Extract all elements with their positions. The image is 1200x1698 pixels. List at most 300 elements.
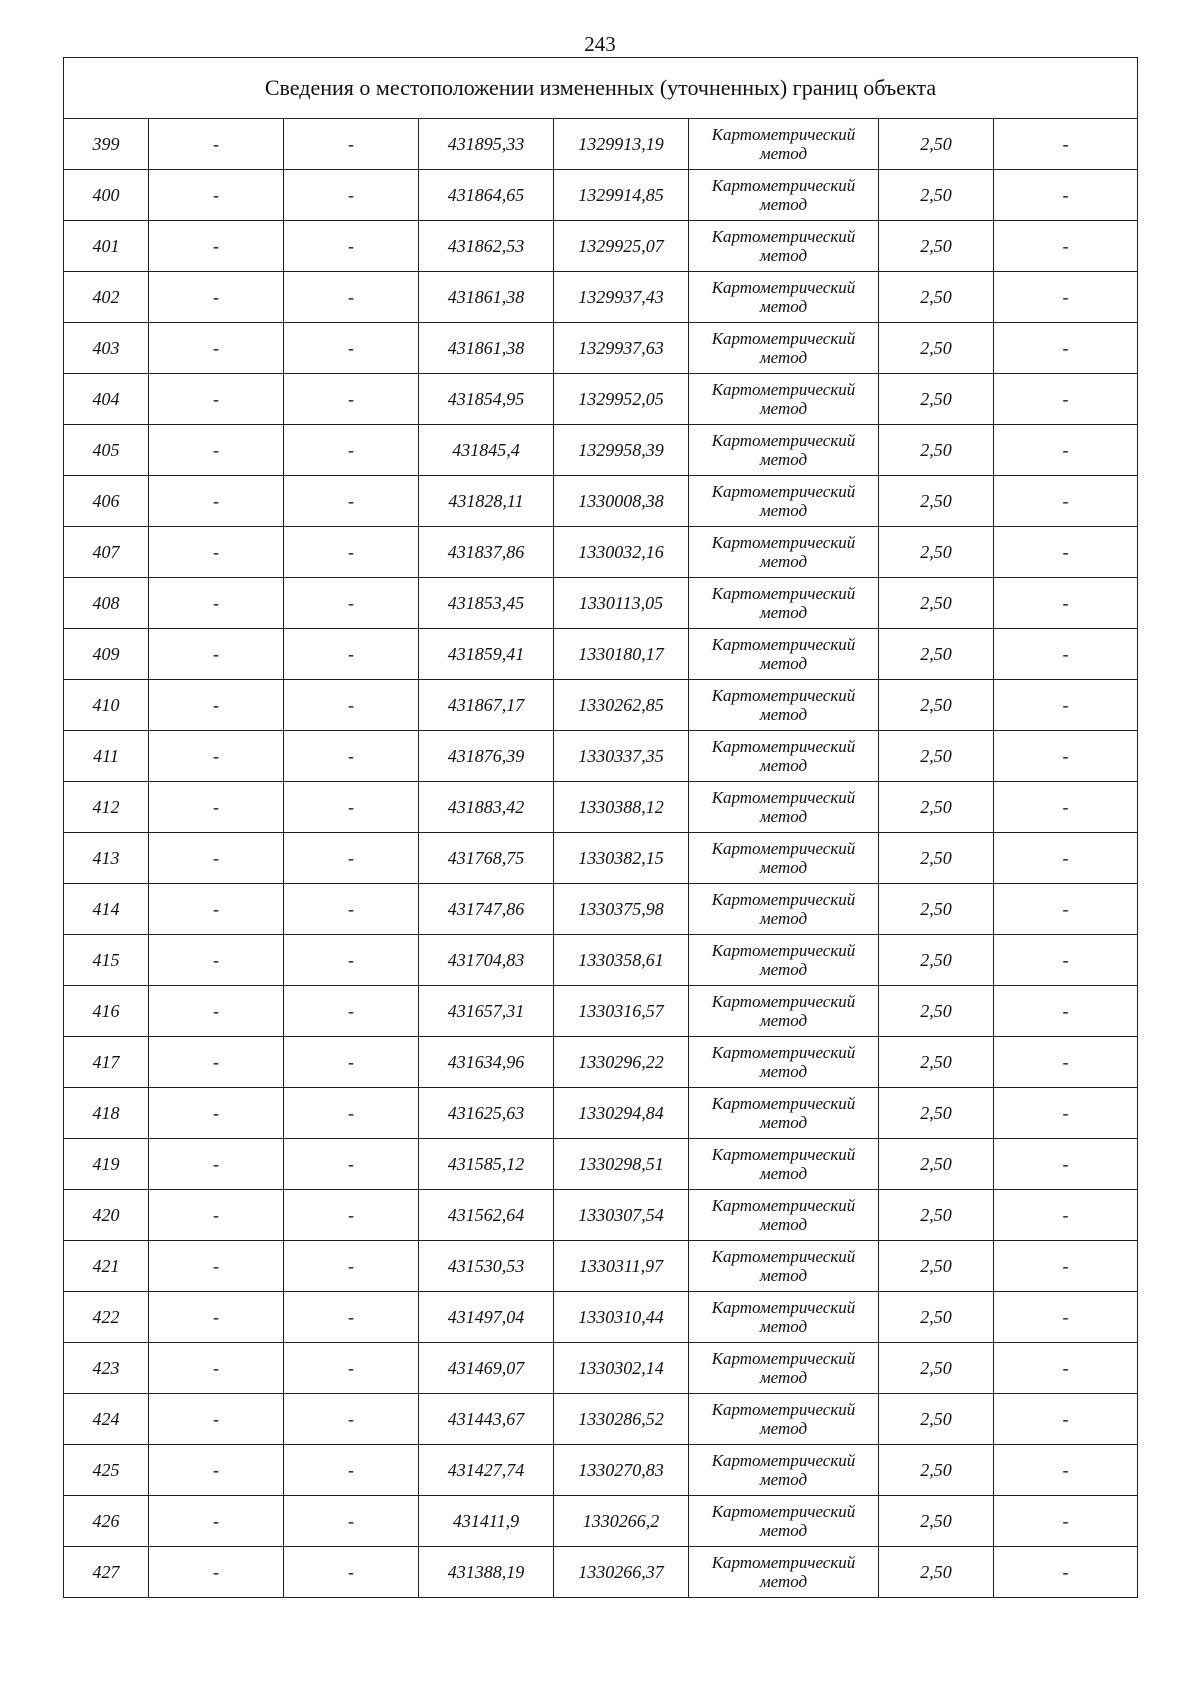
y-coordinate-cell: 1330358,61 xyxy=(554,935,689,986)
method-line1: Картометрический xyxy=(711,1553,856,1572)
y-coordinate-cell: 1330294,84 xyxy=(554,1088,689,1139)
method-cell xyxy=(689,1037,879,1088)
empty-cell: - xyxy=(149,1394,284,1445)
table-row xyxy=(64,629,1138,680)
y-coordinate-cell: 1330113,05 xyxy=(554,578,689,629)
method-cell xyxy=(689,680,879,731)
method-line1: Картометрический xyxy=(711,737,856,756)
empty-cell: - xyxy=(149,374,284,425)
method-cell xyxy=(689,425,879,476)
method-line1: Картометрический xyxy=(711,482,856,501)
table-row xyxy=(64,221,1138,272)
point-number-cell: 423 xyxy=(64,1343,149,1394)
table-row xyxy=(64,1445,1138,1496)
empty-cell: - xyxy=(149,884,284,935)
accuracy-cell: 2,50 xyxy=(879,221,994,272)
empty-cell: - xyxy=(149,731,284,782)
x-coordinate-cell: 431828,11 xyxy=(419,476,554,527)
method-cell xyxy=(689,527,879,578)
table-row xyxy=(64,1139,1138,1190)
table-row xyxy=(64,1037,1138,1088)
table-row xyxy=(64,425,1138,476)
point-number-cell: 401 xyxy=(64,221,149,272)
empty-cell: - xyxy=(149,1496,284,1547)
empty-cell: - xyxy=(284,782,419,833)
empty-cell: - xyxy=(284,629,419,680)
method-line2: метод xyxy=(759,1317,808,1336)
empty-cell: - xyxy=(284,833,419,884)
accuracy-cell: 2,50 xyxy=(879,1343,994,1394)
empty-cell: - xyxy=(149,680,284,731)
y-coordinate-cell: 1329925,07 xyxy=(554,221,689,272)
empty-cell: - xyxy=(149,1343,284,1394)
method-line2: метод xyxy=(759,909,808,928)
method-line2: метод xyxy=(759,1521,808,1540)
accuracy-cell: 2,50 xyxy=(879,1292,994,1343)
table-row xyxy=(64,1292,1138,1343)
method-line2: метод xyxy=(759,756,808,775)
y-coordinate-cell: 1330311,97 xyxy=(554,1241,689,1292)
point-number-cell: 415 xyxy=(64,935,149,986)
point-number-cell: 409 xyxy=(64,629,149,680)
table-row xyxy=(64,578,1138,629)
empty-cell: - xyxy=(149,476,284,527)
method-line1: Картометрический xyxy=(711,992,856,1011)
empty-cell: - xyxy=(149,833,284,884)
method-cell xyxy=(689,272,879,323)
empty-cell: - xyxy=(994,374,1138,425)
x-coordinate-cell: 431562,64 xyxy=(419,1190,554,1241)
x-coordinate-cell: 431469,07 xyxy=(419,1343,554,1394)
point-number-cell: 404 xyxy=(64,374,149,425)
method-line1: Картометрический xyxy=(711,1400,856,1419)
empty-cell: - xyxy=(994,221,1138,272)
empty-cell: - xyxy=(994,578,1138,629)
method-line1: Картометрический xyxy=(711,278,856,297)
table-row xyxy=(64,272,1138,323)
point-number-cell: 417 xyxy=(64,1037,149,1088)
accuracy-cell: 2,50 xyxy=(879,323,994,374)
empty-cell: - xyxy=(994,1037,1138,1088)
method-line2: метод xyxy=(759,501,808,520)
empty-cell: - xyxy=(149,1241,284,1292)
table-row xyxy=(64,1088,1138,1139)
method-cell xyxy=(689,1445,879,1496)
y-coordinate-cell: 1330180,17 xyxy=(554,629,689,680)
empty-cell: - xyxy=(149,935,284,986)
y-coordinate-cell: 1330008,38 xyxy=(554,476,689,527)
point-number-cell: 412 xyxy=(64,782,149,833)
x-coordinate-cell: 431388,19 xyxy=(419,1547,554,1598)
method-line1: Картометрический xyxy=(711,890,856,909)
method-cell xyxy=(689,782,879,833)
table-row xyxy=(64,935,1138,986)
empty-cell: - xyxy=(994,629,1138,680)
x-coordinate-cell: 431747,86 xyxy=(419,884,554,935)
point-number-cell: 416 xyxy=(64,986,149,1037)
empty-cell: - xyxy=(284,476,419,527)
method-line2: метод xyxy=(759,552,808,571)
accuracy-cell: 2,50 xyxy=(879,119,994,170)
empty-cell: - xyxy=(284,1445,419,1496)
x-coordinate-cell: 431443,67 xyxy=(419,1394,554,1445)
empty-cell: - xyxy=(149,986,284,1037)
point-number-cell: 402 xyxy=(64,272,149,323)
empty-cell: - xyxy=(284,170,419,221)
empty-cell: - xyxy=(994,680,1138,731)
method-line1: Картометрический xyxy=(711,1247,856,1266)
point-number-cell: 400 xyxy=(64,170,149,221)
y-coordinate-cell: 1330266,2 xyxy=(554,1496,689,1547)
accuracy-cell: 2,50 xyxy=(879,986,994,1037)
table-row xyxy=(64,1547,1138,1598)
method-cell xyxy=(689,476,879,527)
method-line1: Картометрический xyxy=(711,1502,856,1521)
empty-cell: - xyxy=(284,578,419,629)
x-coordinate-cell: 431585,12 xyxy=(419,1139,554,1190)
y-coordinate-cell: 1329937,63 xyxy=(554,323,689,374)
table-title: Сведения о местоположении измененных (уточненных) границ объекта xyxy=(64,58,1138,119)
accuracy-cell: 2,50 xyxy=(879,1496,994,1547)
y-coordinate-cell: 1330298,51 xyxy=(554,1139,689,1190)
accuracy-cell: 2,50 xyxy=(879,782,994,833)
y-coordinate-cell: 1330032,16 xyxy=(554,527,689,578)
method-line2: метод xyxy=(759,1215,808,1234)
point-number-cell: 427 xyxy=(64,1547,149,1598)
method-line2: метод xyxy=(759,1164,808,1183)
method-line2: метод xyxy=(759,960,808,979)
point-number-cell: 410 xyxy=(64,680,149,731)
method-line1: Картометрический xyxy=(711,1196,856,1215)
point-number-cell: 425 xyxy=(64,1445,149,1496)
accuracy-cell: 2,50 xyxy=(879,935,994,986)
y-coordinate-cell: 1329914,85 xyxy=(554,170,689,221)
y-coordinate-cell: 1330296,22 xyxy=(554,1037,689,1088)
method-cell xyxy=(689,1394,879,1445)
table-row xyxy=(64,1343,1138,1394)
empty-cell: - xyxy=(994,1292,1138,1343)
method-line2: метод xyxy=(759,144,808,163)
y-coordinate-cell: 1329937,43 xyxy=(554,272,689,323)
method-line2: метод xyxy=(759,1368,808,1387)
empty-cell: - xyxy=(994,1139,1138,1190)
x-coordinate-cell: 431859,41 xyxy=(419,629,554,680)
empty-cell: - xyxy=(149,1547,284,1598)
empty-cell: - xyxy=(149,1037,284,1088)
empty-cell: - xyxy=(994,986,1138,1037)
method-line2: метод xyxy=(759,246,808,265)
x-coordinate-cell: 431411,9 xyxy=(419,1496,554,1547)
point-number-cell: 422 xyxy=(64,1292,149,1343)
method-line1: Картометрический xyxy=(711,431,856,450)
method-line2: метод xyxy=(759,1266,808,1285)
table-row xyxy=(64,323,1138,374)
table-title-row xyxy=(64,58,1138,119)
y-coordinate-cell: 1329913,19 xyxy=(554,119,689,170)
empty-cell: - xyxy=(284,680,419,731)
method-line2: метод xyxy=(759,705,808,724)
method-cell xyxy=(689,170,879,221)
empty-cell: - xyxy=(994,527,1138,578)
table-row xyxy=(64,731,1138,782)
method-cell xyxy=(689,1241,879,1292)
method-line1: Картометрический xyxy=(711,533,856,552)
method-line1: Картометрический xyxy=(711,125,856,144)
empty-cell: - xyxy=(284,374,419,425)
method-line1: Картометрический xyxy=(711,380,856,399)
method-line1: Картометрический xyxy=(711,1145,856,1164)
empty-cell: - xyxy=(994,476,1138,527)
accuracy-cell: 2,50 xyxy=(879,1037,994,1088)
accuracy-cell: 2,50 xyxy=(879,1547,994,1598)
point-number-cell: 403 xyxy=(64,323,149,374)
empty-cell: - xyxy=(994,935,1138,986)
empty-cell: - xyxy=(284,1292,419,1343)
method-cell xyxy=(689,374,879,425)
point-number-cell: 421 xyxy=(64,1241,149,1292)
empty-cell: - xyxy=(284,1241,419,1292)
method-cell xyxy=(689,1547,879,1598)
table-row xyxy=(64,119,1138,170)
empty-cell: - xyxy=(994,1241,1138,1292)
accuracy-cell: 2,50 xyxy=(879,425,994,476)
y-coordinate-cell: 1330375,98 xyxy=(554,884,689,935)
method-line2: метод xyxy=(759,399,808,418)
accuracy-cell: 2,50 xyxy=(879,578,994,629)
empty-cell: - xyxy=(149,221,284,272)
x-coordinate-cell: 431895,33 xyxy=(419,119,554,170)
empty-cell: - xyxy=(284,1343,419,1394)
point-number-cell: 408 xyxy=(64,578,149,629)
method-cell xyxy=(689,1496,879,1547)
method-cell xyxy=(689,1292,879,1343)
table-row xyxy=(64,374,1138,425)
table-row xyxy=(64,680,1138,731)
accuracy-cell: 2,50 xyxy=(879,680,994,731)
y-coordinate-cell: 1330388,12 xyxy=(554,782,689,833)
table-row xyxy=(64,986,1138,1037)
empty-cell: - xyxy=(149,1088,284,1139)
method-line1: Картометрический xyxy=(711,941,856,960)
accuracy-cell: 2,50 xyxy=(879,1190,994,1241)
empty-cell: - xyxy=(149,1139,284,1190)
boundary-coordinates-table xyxy=(63,57,1138,1598)
table-row xyxy=(64,1394,1138,1445)
method-line2: метод xyxy=(759,1419,808,1438)
table-row xyxy=(64,833,1138,884)
y-coordinate-cell: 1330316,57 xyxy=(554,986,689,1037)
x-coordinate-cell: 431862,53 xyxy=(419,221,554,272)
empty-cell: - xyxy=(994,731,1138,782)
method-line2: метод xyxy=(759,654,808,673)
method-line1: Картометрический xyxy=(711,1451,856,1470)
table-row xyxy=(64,884,1138,935)
accuracy-cell: 2,50 xyxy=(879,527,994,578)
method-line1: Картометрический xyxy=(711,1043,856,1062)
page-number: 243 xyxy=(584,32,616,56)
accuracy-cell: 2,50 xyxy=(879,884,994,935)
empty-cell: - xyxy=(994,272,1138,323)
y-coordinate-cell: 1330310,44 xyxy=(554,1292,689,1343)
x-coordinate-cell: 431427,74 xyxy=(419,1445,554,1496)
method-cell xyxy=(689,323,879,374)
empty-cell: - xyxy=(994,1343,1138,1394)
accuracy-cell: 2,50 xyxy=(879,1139,994,1190)
table-row xyxy=(64,170,1138,221)
empty-cell: - xyxy=(994,1190,1138,1241)
empty-cell: - xyxy=(284,1496,419,1547)
method-line2: метод xyxy=(759,858,808,877)
y-coordinate-cell: 1330266,37 xyxy=(554,1547,689,1598)
method-line1: Картометрический xyxy=(711,788,856,807)
accuracy-cell: 2,50 xyxy=(879,1088,994,1139)
empty-cell: - xyxy=(284,272,419,323)
empty-cell: - xyxy=(149,170,284,221)
empty-cell: - xyxy=(284,425,419,476)
accuracy-cell: 2,50 xyxy=(879,1394,994,1445)
empty-cell: - xyxy=(994,833,1138,884)
empty-cell: - xyxy=(284,119,419,170)
x-coordinate-cell: 431625,63 xyxy=(419,1088,554,1139)
empty-cell: - xyxy=(149,1292,284,1343)
y-coordinate-cell: 1330382,15 xyxy=(554,833,689,884)
point-number-cell: 424 xyxy=(64,1394,149,1445)
accuracy-cell: 2,50 xyxy=(879,1445,994,1496)
empty-cell: - xyxy=(149,1445,284,1496)
x-coordinate-cell: 431876,39 xyxy=(419,731,554,782)
empty-cell: - xyxy=(284,884,419,935)
point-number-cell: 407 xyxy=(64,527,149,578)
x-coordinate-cell: 431867,17 xyxy=(419,680,554,731)
point-number-cell: 418 xyxy=(64,1088,149,1139)
method-line2: метод xyxy=(759,1062,808,1081)
empty-cell: - xyxy=(284,1037,419,1088)
empty-cell: - xyxy=(994,884,1138,935)
point-number-cell: 414 xyxy=(64,884,149,935)
empty-cell: - xyxy=(994,782,1138,833)
method-line1: Картометрический xyxy=(711,1349,856,1368)
accuracy-cell: 2,50 xyxy=(879,731,994,782)
y-coordinate-cell: 1330270,83 xyxy=(554,1445,689,1496)
x-coordinate-cell: 431854,95 xyxy=(419,374,554,425)
empty-cell: - xyxy=(149,119,284,170)
method-cell xyxy=(689,884,879,935)
x-coordinate-cell: 431704,83 xyxy=(419,935,554,986)
method-line2: метод xyxy=(759,807,808,826)
empty-cell: - xyxy=(149,782,284,833)
empty-cell: - xyxy=(284,323,419,374)
empty-cell: - xyxy=(284,1139,419,1190)
accuracy-cell: 2,50 xyxy=(879,476,994,527)
method-line2: метод xyxy=(759,1011,808,1030)
empty-cell: - xyxy=(994,1088,1138,1139)
empty-cell: - xyxy=(284,527,419,578)
empty-cell: - xyxy=(149,578,284,629)
x-coordinate-cell: 431657,31 xyxy=(419,986,554,1037)
y-coordinate-cell: 1330302,14 xyxy=(554,1343,689,1394)
y-coordinate-cell: 1330307,54 xyxy=(554,1190,689,1241)
table-row xyxy=(64,476,1138,527)
accuracy-cell: 2,50 xyxy=(879,170,994,221)
point-number-cell: 419 xyxy=(64,1139,149,1190)
x-coordinate-cell: 431634,96 xyxy=(419,1037,554,1088)
accuracy-cell: 2,50 xyxy=(879,374,994,425)
method-line2: метод xyxy=(759,348,808,367)
method-cell xyxy=(689,119,879,170)
method-line1: Картометрический xyxy=(711,1094,856,1113)
accuracy-cell: 2,50 xyxy=(879,1241,994,1292)
method-cell xyxy=(689,986,879,1037)
x-coordinate-cell: 431861,38 xyxy=(419,323,554,374)
empty-cell: - xyxy=(994,1496,1138,1547)
empty-cell: - xyxy=(284,1088,419,1139)
point-number-cell: 413 xyxy=(64,833,149,884)
point-number-cell: 406 xyxy=(64,476,149,527)
y-coordinate-cell: 1330337,35 xyxy=(554,731,689,782)
empty-cell: - xyxy=(149,323,284,374)
y-coordinate-cell: 1330286,52 xyxy=(554,1394,689,1445)
method-line1: Картометрический xyxy=(711,1298,856,1317)
point-number-cell: 405 xyxy=(64,425,149,476)
table-row xyxy=(64,782,1138,833)
method-line2: метод xyxy=(759,297,808,316)
empty-cell: - xyxy=(284,731,419,782)
method-line1: Картометрический xyxy=(711,686,856,705)
x-coordinate-cell: 431861,38 xyxy=(419,272,554,323)
method-cell xyxy=(689,221,879,272)
y-coordinate-cell: 1329958,39 xyxy=(554,425,689,476)
accuracy-cell: 2,50 xyxy=(879,629,994,680)
x-coordinate-cell: 431864,65 xyxy=(419,170,554,221)
method-line2: метод xyxy=(759,195,808,214)
empty-cell: - xyxy=(149,272,284,323)
method-line1: Картометрический xyxy=(711,227,856,246)
accuracy-cell: 2,50 xyxy=(879,272,994,323)
empty-cell: - xyxy=(994,1445,1138,1496)
method-cell xyxy=(689,1139,879,1190)
method-line1: Картометрический xyxy=(711,584,856,603)
x-coordinate-cell: 431497,04 xyxy=(419,1292,554,1343)
table-row xyxy=(64,527,1138,578)
method-cell xyxy=(689,833,879,884)
method-line2: метод xyxy=(759,1113,808,1132)
empty-cell: - xyxy=(149,1190,284,1241)
point-number-cell: 411 xyxy=(64,731,149,782)
empty-cell: - xyxy=(149,527,284,578)
table-row xyxy=(64,1190,1138,1241)
empty-cell: - xyxy=(994,170,1138,221)
method-line1: Картометрический xyxy=(711,329,856,348)
table-row xyxy=(64,1241,1138,1292)
x-coordinate-cell: 431883,42 xyxy=(419,782,554,833)
method-line1: Картометрический xyxy=(711,635,856,654)
empty-cell: - xyxy=(284,221,419,272)
empty-cell: - xyxy=(149,629,284,680)
empty-cell: - xyxy=(284,935,419,986)
empty-cell: - xyxy=(994,119,1138,170)
table-row xyxy=(64,1496,1138,1547)
method-line2: метод xyxy=(759,1470,808,1489)
method-cell xyxy=(689,578,879,629)
method-line2: метод xyxy=(759,603,808,622)
method-line2: метод xyxy=(759,1572,808,1591)
empty-cell: - xyxy=(284,1190,419,1241)
method-cell xyxy=(689,731,879,782)
x-coordinate-cell: 431837,86 xyxy=(419,527,554,578)
accuracy-cell: 2,50 xyxy=(879,833,994,884)
method-line2: метод xyxy=(759,450,808,469)
method-cell xyxy=(689,1190,879,1241)
